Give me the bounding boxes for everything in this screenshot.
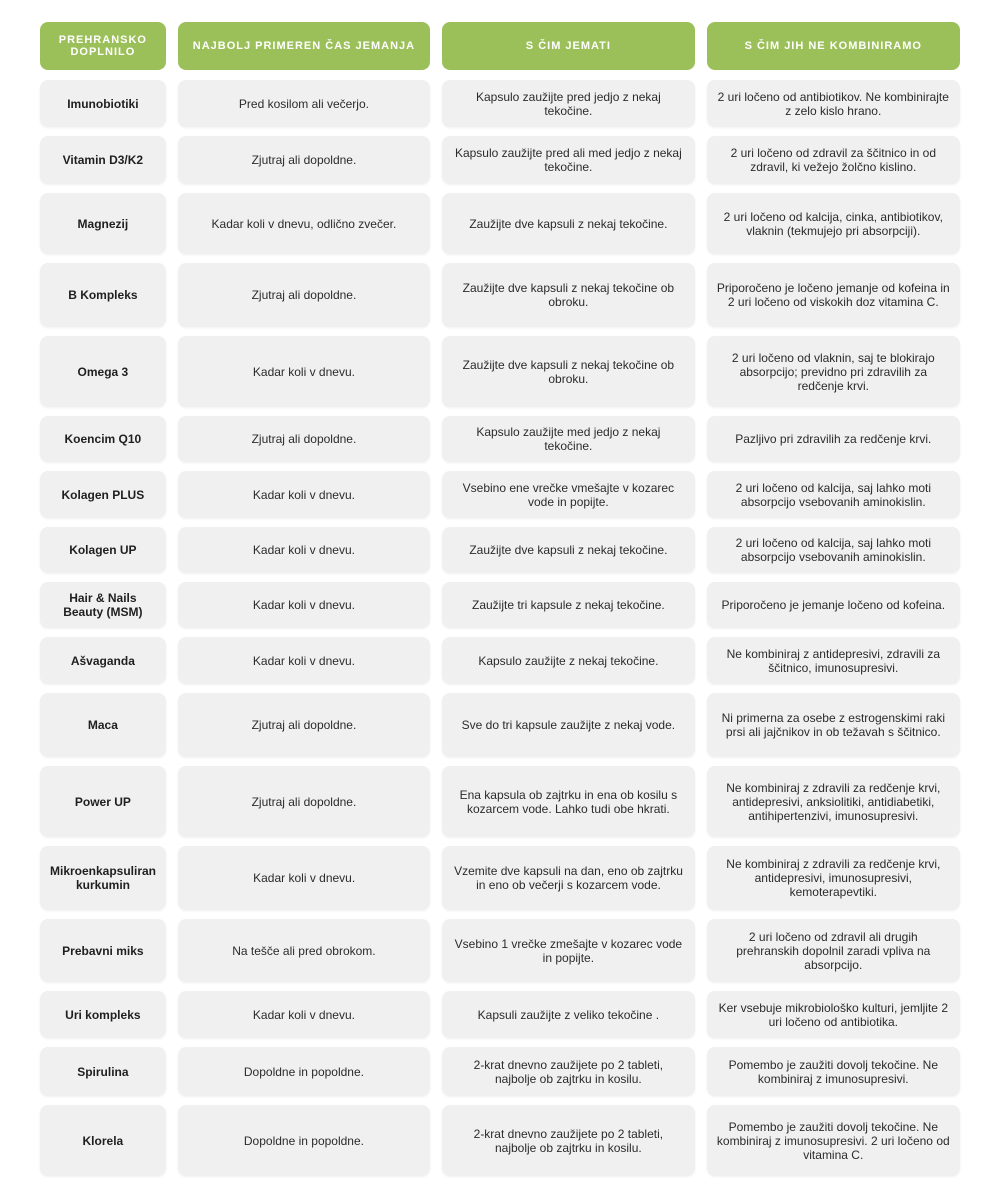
supplement-name: Imunobiotiki bbox=[40, 80, 166, 127]
table-row bbox=[40, 637, 960, 684]
do-not-combine: 2 uri ločeno od vlaknin, saj te blokirajo absorpcijo; previdno pri zdravilih za redčenje krvi. bbox=[707, 336, 960, 407]
do-not-combine: 2 uri ločeno od kalcija, saj lahko moti absorpcijo vsebovanih aminokislin. bbox=[707, 471, 960, 518]
table-row bbox=[40, 336, 960, 407]
table-header-row bbox=[40, 22, 960, 70]
best-time: Dopoldne in popoldne. bbox=[178, 1047, 430, 1096]
do-not-combine: Pomembo je zaužiti dovolj tekočine. Ne kombiniraj z imunosupresivi. bbox=[707, 1047, 960, 1096]
best-time: Kadar koli v dnevu. bbox=[178, 991, 430, 1038]
supplement-name: Vitamin D3/K2 bbox=[40, 136, 166, 184]
take-with: Zaužijte dve kapsuli z nekaj tekočine. bbox=[442, 193, 694, 254]
supplement-table bbox=[40, 22, 960, 1185]
table-row bbox=[40, 582, 960, 628]
best-time: Zjutraj ali dopoldne. bbox=[178, 263, 430, 327]
best-time: Kadar koli v dnevu. bbox=[178, 336, 430, 407]
take-with: Kapsulo zaužijte med jedjo z nekaj tekočine. bbox=[442, 416, 694, 462]
best-time: Kadar koli v dnevu. bbox=[178, 471, 430, 518]
table-row bbox=[40, 193, 960, 254]
table-row bbox=[40, 136, 960, 184]
table-row bbox=[40, 846, 960, 910]
best-time: Kadar koli v dnevu, odlično zvečer. bbox=[178, 193, 430, 254]
table-row bbox=[40, 80, 960, 127]
take-with: Vsebino 1 vrečke zmešajte v kozarec vode in popijte. bbox=[442, 919, 694, 982]
header-best-time: NAJBOLJ PRIMEREN ČAS JEMANJA bbox=[178, 22, 430, 70]
do-not-combine: 2 uri ločeno od kalcija, cinka, antibiotikov, vlaknin (tekmujejo pri absorpciji). bbox=[707, 193, 960, 254]
best-time: Dopoldne in popoldne. bbox=[178, 1105, 430, 1176]
take-with: Zaužijte dve kapsuli z nekaj tekočine ob obroku. bbox=[442, 263, 694, 327]
supplement-name: Kolagen UP bbox=[40, 527, 166, 573]
supplement-name: Maca bbox=[40, 693, 166, 757]
supplement-name: B Kompleks bbox=[40, 263, 166, 327]
supplement-name: Ašvaganda bbox=[40, 637, 166, 684]
do-not-combine: Pomembo je zaužiti dovolj tekočine. Ne kombiniraj z imunosupresivi. 2 uri ločeno od vitamina C. bbox=[707, 1105, 960, 1176]
do-not-combine: Ker vsebuje mikrobiološko kulturi, jemljite 2 uri ločeno od antibiotika. bbox=[707, 991, 960, 1038]
do-not-combine: 2 uri ločeno od zdravil za ščitnico in od zdravil, ki vežejo žolčno kislino. bbox=[707, 136, 960, 184]
supplement-name: Mikroenkapsuliran kurkumin bbox=[40, 846, 166, 910]
supplement-name: Prebavni miks bbox=[40, 919, 166, 982]
do-not-combine: Ne kombiniraj z antidepresivi, zdravili za ščitnico, imunosupresivi. bbox=[707, 637, 960, 684]
take-with: Zaužijte tri kapsule z nekaj tekočine. bbox=[442, 582, 694, 628]
do-not-combine: Ne kombiniraj z zdravili za redčenje krvi, antidepresivi, anksiolitiki, antidiabetiki, antihipertenzivi, imunosupresivi. bbox=[707, 766, 960, 837]
do-not-combine: Pazljivo pri zdravilih za redčenje krvi. bbox=[707, 416, 960, 462]
do-not-combine: Priporočeno je ločeno jemanje od kofeina in 2 uri ločeno od viskokih doz vitamina C. bbox=[707, 263, 960, 327]
do-not-combine: Priporočeno je jemanje ločeno od kofeina. bbox=[707, 582, 960, 628]
take-with: Zaužijte dve kapsuli z nekaj tekočine ob obroku. bbox=[442, 336, 694, 407]
do-not-combine: Ne kombiniraj z zdravili za redčenje krvi, antidepresivi, imunosupresivi, kemoterapevtiki. bbox=[707, 846, 960, 910]
do-not-combine: 2 uri ločeno od zdravil ali drugih prehranskih dopolnil zaradi vpliva na absorpcijo. bbox=[707, 919, 960, 982]
table-row bbox=[40, 766, 960, 837]
take-with: 2-krat dnevno zaužijete po 2 tableti, najbolje ob zajtrku in kosilu. bbox=[442, 1047, 694, 1096]
header-take-with: S ČIM JEMATI bbox=[442, 22, 694, 70]
do-not-combine: 2 uri ločeno od kalcija, saj lahko moti absorpcijo vsebovanih aminokislin. bbox=[707, 527, 960, 573]
best-time: Kadar koli v dnevu. bbox=[178, 582, 430, 628]
supplement-name: Klorela bbox=[40, 1105, 166, 1176]
supplement-name: Magnezij bbox=[40, 193, 166, 254]
take-with: Kapsulo zaužijte z nekaj tekočine. bbox=[442, 637, 694, 684]
take-with: Vsebino ene vrečke vmešajte v kozarec vode in popijte. bbox=[442, 471, 694, 518]
supplement-name: Power UP bbox=[40, 766, 166, 837]
supplement-name: Hair & Nails Beauty (MSM) bbox=[40, 582, 166, 628]
table-row bbox=[40, 693, 960, 757]
table-row bbox=[40, 416, 960, 462]
table-row bbox=[40, 263, 960, 327]
do-not-combine: 2 uri ločeno od antibiotikov. Ne kombinirajte z zelo kislo hrano. bbox=[707, 80, 960, 127]
best-time: Kadar koli v dnevu. bbox=[178, 846, 430, 910]
best-time: Kadar koli v dnevu. bbox=[178, 637, 430, 684]
take-with: Sve do tri kapsule zaužijte z nekaj vode. bbox=[442, 693, 694, 757]
best-time: Zjutraj ali dopoldne. bbox=[178, 416, 430, 462]
take-with: Kapsulo zaužijte pred ali med jedjo z nekaj tekočine. bbox=[442, 136, 694, 184]
take-with: Ena kapsula ob zajtrku in ena ob kosilu s kozarcem vode. Lahko tudi obe hkrati. bbox=[442, 766, 694, 837]
best-time: Zjutraj ali dopoldne. bbox=[178, 766, 430, 837]
supplement-name: Omega 3 bbox=[40, 336, 166, 407]
table-row bbox=[40, 1047, 960, 1096]
best-time: Na tešče ali pred obrokom. bbox=[178, 919, 430, 982]
do-not-combine: Ni primerna za osebe z estrogenskimi raki prsi ali jajčnikov in ob težavah s ščitnico. bbox=[707, 693, 960, 757]
table-row bbox=[40, 527, 960, 573]
supplement-name: Spirulina bbox=[40, 1047, 166, 1096]
supplement-name: Uri kompleks bbox=[40, 991, 166, 1038]
header-do-not-combine: S ČIM JIH NE KOMBINIRAMO bbox=[707, 22, 960, 70]
best-time: Pred kosilom ali večerjo. bbox=[178, 80, 430, 127]
best-time: Kadar koli v dnevu. bbox=[178, 527, 430, 573]
header-supplement: PREHRANSKO DOPLNILO bbox=[40, 22, 166, 70]
best-time: Zjutraj ali dopoldne. bbox=[178, 136, 430, 184]
take-with: Zaužijte dve kapsuli z nekaj tekočine. bbox=[442, 527, 694, 573]
table-row bbox=[40, 991, 960, 1038]
take-with: Vzemite dve kapsuli na dan, eno ob zajtrku in eno ob večerji s kozarcem vode. bbox=[442, 846, 694, 910]
best-time: Zjutraj ali dopoldne. bbox=[178, 693, 430, 757]
table-row bbox=[40, 471, 960, 518]
take-with: Kapsuli zaužijte z veliko tekočine . bbox=[442, 991, 694, 1038]
table-row bbox=[40, 919, 960, 982]
take-with: 2-krat dnevno zaužijete po 2 tableti, najbolje ob zajtrku in kosilu. bbox=[442, 1105, 694, 1176]
supplement-name: Kolagen PLUS bbox=[40, 471, 166, 518]
supplement-name: Koencim Q10 bbox=[40, 416, 166, 462]
take-with: Kapsulo zaužijte pred jedjo z nekaj tekočine. bbox=[442, 80, 694, 127]
table-row bbox=[40, 1105, 960, 1176]
